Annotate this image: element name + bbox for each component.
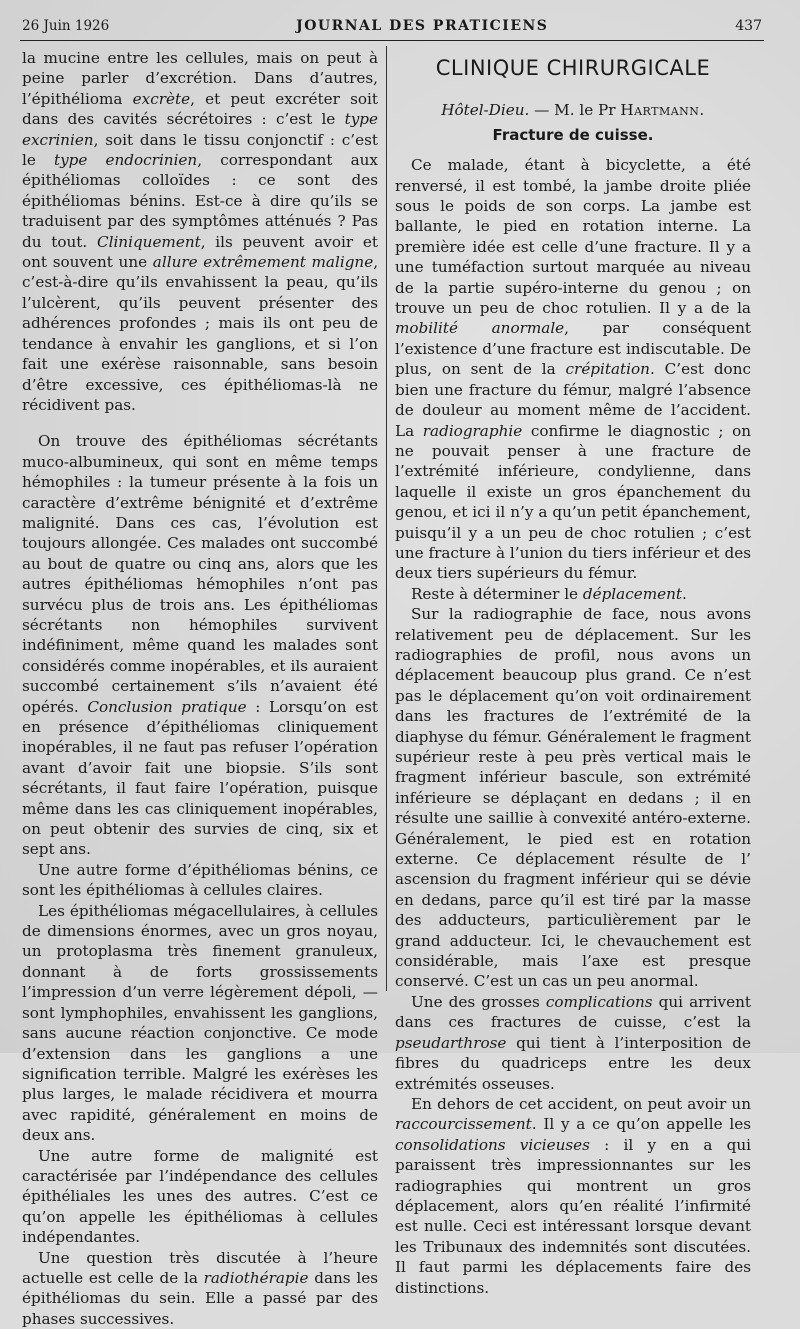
- emphasis-text: type endocrinien: [54, 151, 198, 170]
- text-run: Une autre forme de malignité est caractérisée par l’indépendance des cellules épithéliales les unes des autres. C’est ce qu’on appelle les épithéliomas à cellules indépendantes.: [22, 1146, 378, 1247]
- text-run: qui arrivent dans ces fractures de cuisse, c’est la: [395, 992, 751, 1032]
- paragraph: [22, 48, 378, 415]
- text-run: : Lorsqu’on est en présence d’épithéliomas cliniquement inopérables, il ne faut pas refuser l’opération avant d’avoir fait une biopsie. S’ils sont sécrétants, il faut faire l’opération, puisque même dans les cas cliniquement inopérables, on peut obtenir des survies de cinq, six et sept ans.: [22, 697, 378, 859]
- section-title: CLINIQUE CHIRURGICALE: [435, 56, 711, 80]
- text-run: On trouve des épithéliomas sécrétants muco-albumineux, qui sont en même temps hémophiles : la tumeur présente à la fois un caractère d’extrême bénignité et d’extrême malignité. Dans ces cas, l’évolution est toujours allongée. Ces malades ont succombé au bout de quatre ou cinq ans, alors que les autres épithéliomas hémophiles n’ont pas survécu plus de trois ans. Les épithéliomas sécrétants non hémophiles survivent indéfiniment, même quand les malades sont considérés comme inopérables, et ils auraient succombé certainement s’ils n’avaient été opérés.: [22, 432, 378, 716]
- emphasis-text: type excrinien: [22, 110, 378, 149]
- text-run: , ils peuvent avoir et ont souvent une: [22, 232, 378, 272]
- text-run: dans les épithéliomas du sein. Elle a passé par des phases successives.: [22, 1268, 378, 1328]
- emphasis-text: déplacement: [582, 584, 682, 603]
- text-run: . C’est donc bien une fracture du fémur, malgré l’absence de douleur au moment même de l’accident. La: [395, 360, 751, 440]
- paragraph: [395, 604, 751, 992]
- text-run: Sur la radiographie de face, nous avons relativement peu de déplacement. Sur les radiographies de profil, nous avons un déplacement beaucoup plus grand. Ce n’est pas le déplacement qu’on voit ordinairement dans les fractures de l’extrémité de la diaphyse du fémur. Généralement le fragment supérieur reste à peu près vertical mais le fragment inférieur bascule, son extrémité inférieure se déplaçant en dedans ; il en résulte une saillie à convexité antéro-externe. Généralement, le pied est en rotation externe. Ce déplacement résulte de l’ ascension du fragment inférieur qui se dévie en dedans, parce qu’il est tiré par la masse des adducteurs, particulièrement par le grand adducteur. Ici, le chevauchement est considérable, mais l’axe est presque conservé. C’est un cas un peu anormal.: [395, 605, 751, 991]
- emphasis-text: radiothérapie: [203, 1268, 309, 1287]
- text-run: Les épithéliomas mégacellulaires, à cellules de dimensions énormes, avec un gros noyau, un protoplasma très finement granuleux, donnant à de forts grossissements l’impression d’un verre légèrement dépoli, — sont lymphophiles, envahissent les ganglions, sans aucune réaction conjonctive. Ce mode d’extension dans les ganglions a une signification terrible. Malgré les exérèses les plus larges, le malade récidivera et mourra avec rapidité, généralement en moins de deux ans.: [22, 901, 378, 1145]
- emphasis-text: Cliniquement: [96, 232, 201, 251]
- emphasis-text: radiographie: [422, 421, 523, 440]
- paragraph: [22, 901, 378, 1146]
- emphasis-text: raccourcissement: [395, 1115, 532, 1134]
- text-run: Une question très discutée à l’heure actuelle est celle de la: [22, 1248, 378, 1287]
- text-run: la mucine entre les cellules, mais on peut à peine parler d’excrétion. Dans d’autres, l’épithélioma: [22, 49, 378, 108]
- paragraph: [22, 1248, 378, 1329]
- emphasis-text: consolidations vicieuses: [395, 1135, 590, 1154]
- running-header: [22, 18, 762, 40]
- paragraph: [22, 1146, 378, 1248]
- text-run: , correspondant aux épithéliomas colloïdes : ce sont des épithéliomas bénins. Est-ce à dire qu’ils se traduisent par des symptômes atténués ? Pas du tout.: [22, 151, 378, 251]
- paragraph: [22, 860, 378, 901]
- hospital-name: Hôtel-Dieu.: [441, 101, 530, 120]
- emphasis-text: pseudarthrose: [395, 1033, 507, 1052]
- page-number: 437: [735, 18, 762, 34]
- text-run: Une autre forme d’épithéliomas bénins, ce sont les épithéliomas à cellules claires.: [22, 860, 378, 900]
- text-run: Reste à déterminer le: [411, 584, 583, 603]
- text-run: Une des grosses: [411, 992, 546, 1011]
- text-run: , c’est-à-dire qu’ils envahissent la peau, qu’ils l’ulcèrent, qu’ils peuvent présenter des adhérences profondes ; mais ils ont peu de tendance à envahir les ganglions, et si l’on fait une exérèse raisonnable, sans besoin d’être excessive, ces épithéliomas-là ne récidivent pas.: [22, 253, 379, 414]
- byline: [395, 100, 751, 120]
- article-subtitle: Fracture de cuisse.: [492, 125, 654, 144]
- emphasis-text: crépitation: [565, 360, 650, 379]
- text-run: .: [682, 584, 687, 603]
- emphasis-text: complications: [545, 992, 653, 1011]
- text-run: Ce malade, étant à bicyclette, a été renversé, il est tombé, la jambe droite pliée sous le poids de son corps. La jambe est ballante, le pied en rotation interne. La première idée est celle d’une fracture. Il y a une tuméfaction surtout marquée au niveau de la partie supéro-interne du genou ; on trouve un peu de choc rotulien. Il y a de la: [395, 156, 751, 318]
- header-date: 26 Juin 1926: [22, 18, 110, 34]
- text-run: , soit dans le tissu conjonctif : c’est le: [22, 130, 378, 170]
- paragraph: [22, 431, 378, 860]
- emphasis-text: mobilité anormale: [395, 319, 565, 338]
- header-rule: [20, 40, 764, 41]
- text-run: confirme le diagnostic ; on ne pouvait penser à une fracture de l’extrémité inférieure, condylienne, dans laquelle il existe un gros épanchement du genou, et ici il n’y a qu’un petit épanchement, puisqu’il y a un peu de choc rotulien ; c’est une fracture à l’union du tiers inférieur et des deux tiers supérieurs du fémur.: [395, 421, 752, 583]
- paragraph: [395, 584, 751, 604]
- paragraph: [395, 1094, 751, 1298]
- text-run: , par conséquent l’existence d’une fracture est indiscutable. De plus, on sent de la: [395, 319, 751, 379]
- text-run: , et peut excréter soit dans des cavités sécrétoires : c’est le: [22, 89, 378, 129]
- left-column: [22, 48, 378, 1329]
- column-divider: [386, 46, 387, 991]
- right-column: [395, 48, 751, 1298]
- text-run: qui tient à l’interposition de fibres du quadriceps entre les deux extrémités osseuses.: [395, 1033, 751, 1093]
- text-run: En dehors de cet accident, on peut avoir un: [411, 1094, 751, 1113]
- author-prefix: — M. le Pr: [534, 101, 616, 120]
- emphasis-text: Conclusion pratique: [87, 697, 247, 716]
- text-run: : il y en a qui paraissent très impressionnantes sur les radiographies qui montrent un gros déplacement, alors qu’en réalité l’infirmité est nulle. Ceci est intéressant lorsque devant les Tribunaux des indemnités sont discutées. Il faut parmi les déplacements faire des distinctions.: [395, 1135, 752, 1297]
- emphasis-text: allure extrêmement maligne: [152, 253, 374, 272]
- author-name: Hartmann.: [620, 101, 705, 120]
- text-run: . Il y a ce qu’on appelle les: [531, 1115, 751, 1134]
- paragraph: [395, 155, 751, 584]
- paragraph: [395, 992, 751, 1094]
- emphasis-text: excrète: [132, 89, 191, 108]
- journal-title: JOURNAL DES PRATICIENS: [296, 18, 549, 34]
